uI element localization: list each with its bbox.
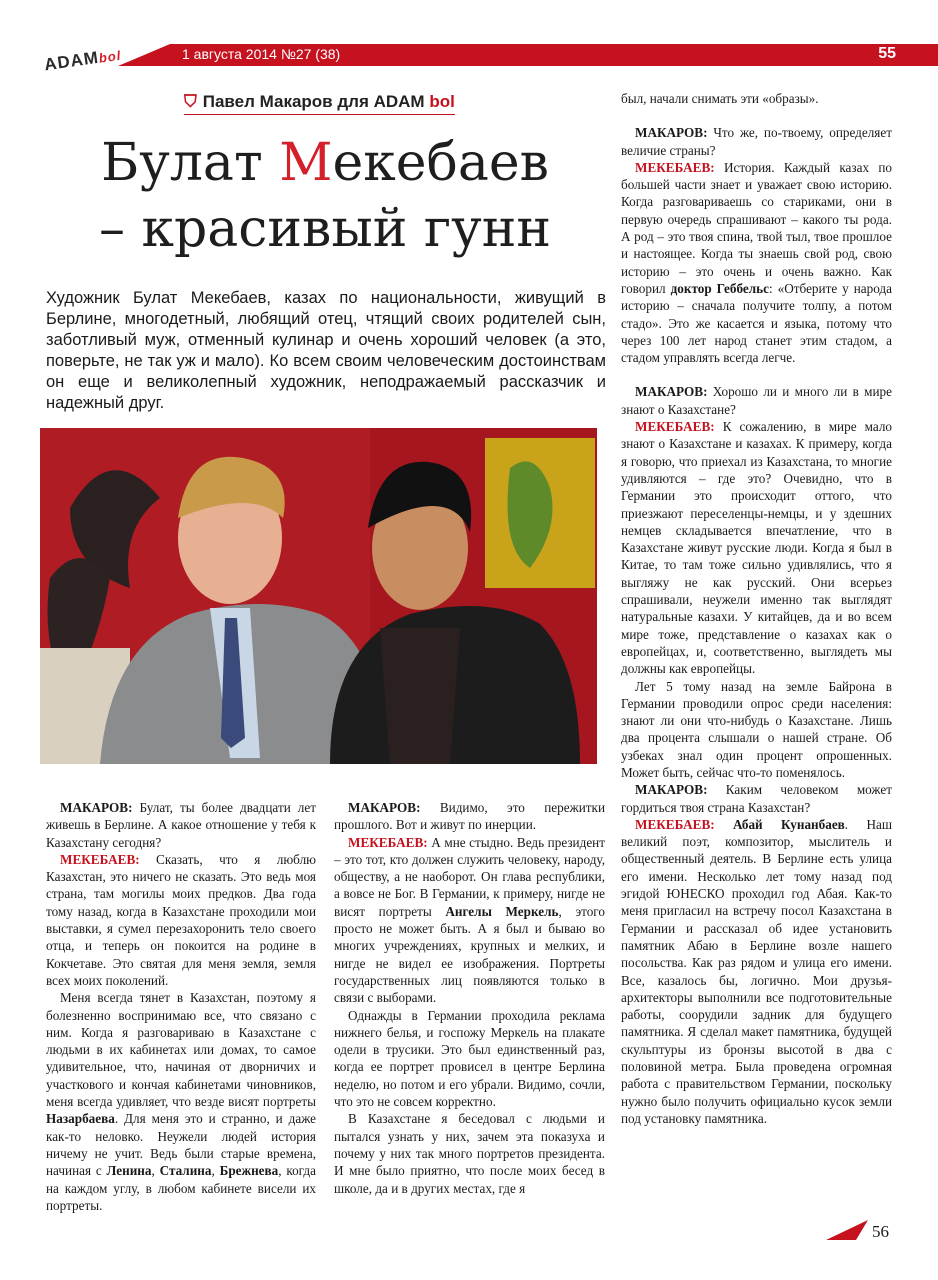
- paragraph: Лет 5 тому назад на земле Байрона в Германии проводили опрос среди населения: знают ли они что-нибудь о Казахстане. Лишь два процента слышали о нашей стране. Об узбеках знал один процент опрошенных. Может быть, сейчас что-то поменялось.: [621, 678, 892, 780]
- text-run: , когда на каждом углу, в любом кабинете висели их портреты.: [46, 1163, 316, 1213]
- photo-illustration: [40, 428, 597, 764]
- issue-date: 1 августа 2014 №27 (38): [182, 46, 341, 62]
- magazine-logo: [43, 45, 123, 76]
- text-bold: Сталина: [159, 1163, 212, 1179]
- column-3: [621, 90, 892, 1127]
- text-run: , этого просто не может быть. А я был и бываю во многих учреждениях, крупных и мелких, и нигде не видел ее изображения. Портреты государственных лиц появляются только в связи с выборами.: [334, 903, 605, 1006]
- speaker-label: МАКАРОВ:: [635, 384, 708, 400]
- question-text: Хорошо ли и много ли в мире знают о Казахстане?: [621, 384, 892, 417]
- logo-sub: bol: [97, 47, 123, 66]
- paragraph: [621, 816, 892, 1127]
- byline-marker-icon: ⛉: [184, 92, 197, 111]
- photo-two-men: [40, 428, 597, 764]
- byline-brand: bol: [429, 92, 455, 111]
- text-run: ,: [211, 1163, 220, 1179]
- speaker-label: МЕКЕБАЕВ:: [635, 816, 715, 832]
- question-text: Каким человеком может гордиться твоя страна Казахстан?: [621, 782, 892, 815]
- text-bold: Назарбаева: [46, 1111, 115, 1127]
- page-number-bottom: 56: [872, 1222, 889, 1241]
- spacer: [621, 366, 892, 383]
- answer-text: Сказать, что я люблю Казахстан, это ничего не сказать. Это ведь моя страна, там могилы моих предков. Два года тому назад, когда в Казахстане проходили мои выставки, я сумел перезахоронить тело своего отца, и теперь он покоится на родине в Кокчетаве. Это святая для меня земля, земля всех моих поколений.: [46, 851, 316, 988]
- column-1: [46, 799, 316, 1214]
- speaker-label: МАКАРОВ:: [60, 800, 133, 815]
- paragraph: [46, 989, 316, 1214]
- byline: [184, 92, 455, 115]
- column-2: [334, 799, 605, 1197]
- paragraph: Однажды в Германии проходила реклама нижнего белья, и госпожу Меркель на плакате одели в трусики. Это был единственный раз, когда ее портрет провисел в центре Берлина неделю, но потом и его убрали. Видимо, сочли, что это не совсем корректно.: [334, 1007, 605, 1110]
- logo-main: ADAM: [42, 47, 101, 75]
- question-text: Видимо, это пережитки прошлого. Вот и живут по инерции.: [334, 800, 605, 833]
- paragraph: [334, 834, 605, 1007]
- header-bar: [170, 44, 938, 66]
- answer-text: К сожалению, в мире мало знают о Казахстане и казахах. К примеру, когда я говорю, что приехал из Казахстана, то многие удивляются – где это? Очевидно, что в Германии это происходит оттого, что приезжают переселенцы-немцы, и у здешних немцев складывается впечатление, что в Казахстане живут русские люди. Когда я был в Китае, то там тоже сильно удивлялись, что я выгляжу не как русский. Они всерьез спрашивали, неужели именно так выглядят натуральные казахи. У китайцев, да и во всем мире тоже, представление о казахах как о европейцах, и, соответственно, выглядеть мы должны как европейцы.: [621, 419, 892, 677]
- text-bold: Ленина: [106, 1163, 152, 1179]
- speaker-label: МАКАРОВ:: [635, 125, 708, 141]
- title-part: Булат: [101, 133, 280, 193]
- paragraph: В Казахстане я беседовал с людьми и пытался узнать у них, зачем эта показуха и почему у них так много портретов президента. И мне было приятно, что после моих бесед в школе, да и в других местах, где я: [334, 1111, 605, 1196]
- text-run: : «Отберите у народа историю – сначала получите толпу, а потом стадо». Это же касается и языка, потому что через 100 лет народ станет этим стадом, а стадом управлять всегда легче.: [621, 280, 892, 366]
- text-run: . Для меня это и странно, и даже как-то неловко. Неужели людей история ничему не учит. Ведь были старые времена, начиная с: [46, 1111, 316, 1179]
- paragraph: [621, 383, 892, 418]
- header-wedge: [118, 44, 170, 66]
- text-run: ,: [151, 1163, 160, 1179]
- paragraph: был, начали снимать эти «образы».: [621, 91, 819, 106]
- text-run: Меня всегда тянет в Казахстан, поэтому я болезненно воспринимаю все, что связано с ним. Когда я разговариваю в Казахстане с людьми в их кабинетах или домах, то самое удивительное, что, начиная от дворничих и участкового и кончая кабинетами чиновников, меня всегда удивляет, что везде висят портреты: [46, 990, 316, 1110]
- speaker-label: МАКАРОВ:: [348, 800, 421, 815]
- text-bold: Абай Кунанбаев: [714, 816, 845, 832]
- speaker-label: МЕКЕБАЕВ:: [635, 419, 715, 435]
- page-number-top: 55: [878, 45, 896, 62]
- speaker-label: МЕКЕБАЕВ:: [60, 851, 140, 867]
- spacer: [621, 107, 892, 124]
- question-text: Булат, ты более двадцати лет живешь в Берлине. А какое отношение у тебя к Казахстану сегодня?: [46, 800, 316, 850]
- paragraph: [621, 159, 892, 367]
- answer-text: . Наш великий поэт, композитор, мыслитель и общественный деятель. В Берлине есть улица его имени. Несколько лет тому назад под эгидой ЮНЕСКО проходил год Абая. Как-то меня пригласил на встречу посол Казахстана в Германии и рассказал об идее установить памятник Абаю в Берлине возле нашего посольства. Как раз рядом и улица его имени. Все, казалось бы, логично. Мои друзья-архитекторы выполнили все подготовительные работы, соорудили задник для будущего памятника. Я сделал макет памятника, будущей скульптуры из бронзы высотой в два с половиной метра. Была проведена огромная работа с правительством Германии, поскольку нужно было получить официально кусок земли под установку памятника.: [621, 816, 892, 1126]
- answer-text: История. Каждый казах по большей части знает и уважает свою историю. Когда разговариваешь со стариками, они в первую очередь спрашивают – какого ты рода. А род – это твоя спина, твой тыл, твое прошлое и настоящее. Когда ты знаешь свой род, свою историю – это очень и очень важно. Как говорил: [621, 159, 892, 296]
- footer-arrow-icon: [826, 1218, 870, 1242]
- article-title: [40, 130, 610, 262]
- title-line-1: [40, 130, 610, 196]
- title-line-2: – красивый гунн: [98, 199, 552, 259]
- lead-paragraph: Художник Булат Мекебаев, казах по национальности, живущий в Берлине, многодетный, любящий отец, чтящий своих родителей сын, заботливый муж, отменный кулинар и очень хороший человек (а это, поверьте, не так уж и мало). Ко всем своим человеческим достоинствам он еще и великолепный художник, неподражаемый рассказчик и надежный друг.: [46, 289, 606, 412]
- text-bold: доктор Геббельс: [670, 280, 770, 296]
- title-initial: М: [279, 133, 333, 193]
- title-part: екебаев: [332, 133, 549, 193]
- text-bold: Брежнева: [219, 1163, 279, 1179]
- byline-author: Павел Макаров для ADAM: [202, 92, 425, 111]
- speaker-label: МАКАРОВ:: [635, 782, 708, 798]
- paragraph: [46, 799, 316, 851]
- paragraph: [621, 781, 892, 816]
- paragraph: [621, 124, 892, 159]
- text-bold: Ангелы Меркель: [445, 903, 559, 919]
- speaker-label: МЕКЕБАЕВ:: [635, 159, 715, 175]
- question-text: Что же, по-твоему, определяет величие страны?: [621, 125, 892, 158]
- speaker-label: МЕКЕБАЕВ:: [348, 834, 428, 850]
- paragraph: [46, 851, 316, 989]
- paragraph: [334, 799, 605, 834]
- paragraph: [621, 418, 892, 677]
- answer-text: А мне стыдно. Ведь президент – это тот, кто должен служить человеку, народу, обществу, а не наоборот. Он глава республики, а вовсе не Бог. В Германии, к примеру, нигде не висят портреты: [334, 834, 605, 919]
